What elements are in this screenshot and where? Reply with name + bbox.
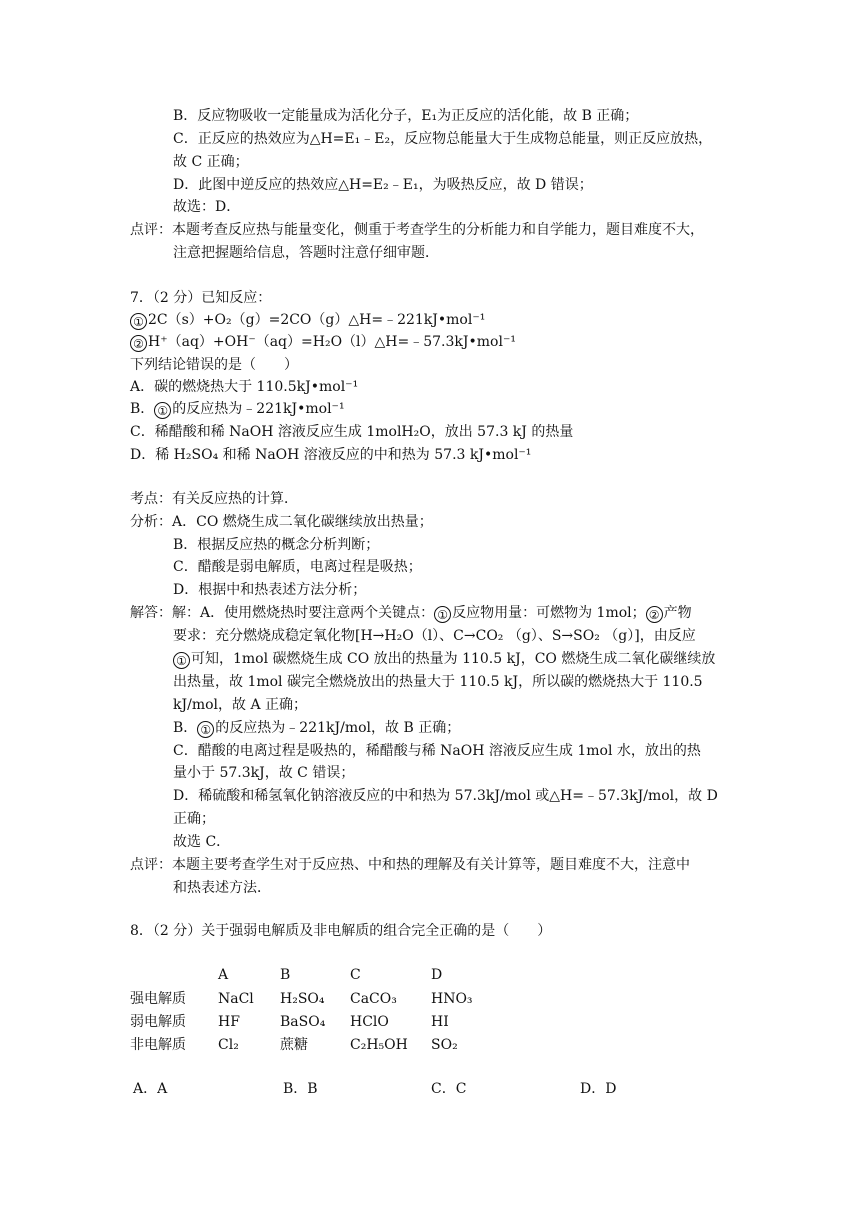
table-cell: BaSO₄ xyxy=(280,1014,326,1030)
q7-solution-line2: 要求：充分燃烧成稳定氧化物[H→H₂O（l）、C→CO₂ （g）、S→SO₂ （g）]，由反应 xyxy=(173,628,696,644)
q8-option-c: C．C xyxy=(431,1081,467,1097)
circled-2-marker: ② xyxy=(646,606,663,623)
q7-solution-line1-a: 解答：解：A．使用燃烧热时要注意两个关键点： xyxy=(130,605,435,621)
table-row-label: 强电解质 xyxy=(130,991,186,1007)
q7-solution-line7: C．醋酸的电离过程是吸热的，稀醋酸与稀 NaOH 溶液反应生成 1mol 水，放出的热 xyxy=(173,743,701,759)
table-cell: HNO₃ xyxy=(431,991,473,1007)
table-cell: HF xyxy=(218,1014,240,1030)
table-cell: Cl₂ xyxy=(218,1037,239,1053)
table-cell: SO₂ xyxy=(431,1037,458,1053)
table-cell: CaCO₃ xyxy=(350,991,397,1007)
q7-solution-line5: kJ/mol，故 A 正确； xyxy=(173,697,308,713)
table-cell: H₂SO₄ xyxy=(280,991,325,1007)
q7-solution-line1 xyxy=(130,604,692,623)
comment-line1: 点评：本题考查反应热与能量变化，侧重于考查学生的分析能力和自学能力，题目难度不大， xyxy=(130,222,704,238)
q7-analysis-a: 分析：A．CO 燃烧生成二氧化碳继续放出热量； xyxy=(130,514,433,530)
q7-solution-line11: 故选 C． xyxy=(173,834,231,850)
table-header-b: B xyxy=(280,967,291,983)
q7-solution-line6 xyxy=(173,719,460,738)
table-row-label: 弱电解质 xyxy=(130,1014,186,1030)
circled-1-marker: ① xyxy=(154,402,171,419)
table-header-d: D xyxy=(431,967,443,983)
q7-point: 考点：有关反应热的计算． xyxy=(130,491,298,507)
circled-1-marker: ① xyxy=(130,313,147,330)
circled-1-marker: ① xyxy=(434,606,451,623)
q7-solution-line6-text: 的反应热为﹣221kJ/mol，故 B 正确； xyxy=(215,720,461,736)
q7-solution-line4: 出热量，故 1mol 碳完全燃烧放出的热量大于 110.5 kJ，所以碳的燃烧热大于 110.5 xyxy=(173,674,703,690)
table-cell: HClO xyxy=(350,1014,389,1030)
q7-stem: 7．（2 分）已知反应： xyxy=(130,290,272,306)
table-cell: C₂H₅OH xyxy=(350,1037,408,1053)
analysis-c-line1: C．正反应的热效应为△H=E₁﹣E₂，反应物总能量大于生成物总能量，则正反应放热， xyxy=(173,131,713,147)
table-cell: 蔗糖 xyxy=(280,1037,308,1053)
q7-option-d: D．稀 H₂SO₄ 和稀 NaOH 溶液反应的中和热为 57.3 kJ•mol⁻¹ xyxy=(130,447,532,463)
q7-option-a: A．碳的燃烧热大于 110.5kJ•mol⁻¹ xyxy=(130,379,359,395)
q7-eq2 xyxy=(130,333,516,352)
q7-solution-line1-c: 产物 xyxy=(663,605,692,621)
q8-option-a: A．A xyxy=(133,1081,168,1097)
q7-solution-line9: D．稀硫酸和稀氢氧化钠溶液反应的中和热为 57.3kJ/mol 或△H=﹣57.3kJ/mol，故 D xyxy=(173,788,718,804)
q7-solution-line3 xyxy=(173,650,715,669)
q8-stem: 8．（2 分）关于强弱电解质及非电解质的组合完全正确的是（ ） xyxy=(130,923,552,939)
q7-option-b xyxy=(130,400,345,419)
q7-solution-line3-text: 可知，1mol 碳燃烧生成 CO 放出的热量为 110.5 kJ，CO 燃烧生成二氧化碳继续放 xyxy=(191,651,716,667)
q7-analysis-d: D．根据中和热表述方法分析； xyxy=(173,582,367,598)
q8-option-b: B．B xyxy=(283,1081,318,1097)
q7-eq1-text: 2C（s）+O₂（g）=2CO（g）△H=﹣221kJ•mol⁻¹ xyxy=(148,312,486,328)
answer-choice: 故选：D． xyxy=(173,199,241,215)
q7-option-b-text: 的反应热为﹣221kJ•mol⁻¹ xyxy=(172,401,345,417)
q7-analysis-b: B．根据反应热的概念分析判断； xyxy=(173,537,380,553)
q7-solution-line6-label: B． xyxy=(173,720,198,736)
table-cell: NaCl xyxy=(218,991,254,1007)
q7-solution-line8: 量小于 57.3kJ，故 C 错误； xyxy=(173,765,355,781)
circled-1-marker: ① xyxy=(197,721,214,738)
q7-eq1 xyxy=(130,311,485,330)
table-row-label: 非电解质 xyxy=(130,1037,186,1053)
table-header-a: A xyxy=(218,967,229,983)
q7-ask: 下列结论错误的是（ ） xyxy=(130,357,298,373)
q8-option-d: D．D xyxy=(580,1081,617,1097)
table-header-c: C xyxy=(350,967,361,983)
q7-solution-line10: 正确； xyxy=(173,811,215,827)
circled-2-marker: ② xyxy=(130,335,147,352)
comment-line2: 注意把握题给信息，答题时注意仔细审题． xyxy=(173,245,439,261)
circled-1-marker: ① xyxy=(173,652,190,669)
q7-option-b-label: B． xyxy=(130,401,155,417)
q7-option-c: C．稀醋酸和稀 NaOH 溶液反应生成 1molH₂O，放出 57.3 kJ 的热量 xyxy=(130,424,574,440)
q7-analysis-c: C．醋酸是弱电解质，电离过程是吸热； xyxy=(173,559,422,575)
q7-eq2-text: H⁺（aq）+OH⁻（aq）=H₂O（l）△H=﹣57.3kJ•mol⁻¹ xyxy=(148,334,516,350)
q7-comment-line1: 点评：本题主要考查学生对于反应热、中和热的理解及有关计算等，题目难度不大，注意中 xyxy=(130,857,690,873)
analysis-d: D．此图中逆反应的热效应△H=E₂﹣E₁，为吸热反应，故 D 错误； xyxy=(173,177,593,193)
table-cell: HI xyxy=(431,1014,449,1030)
q7-solution-line1-b: 反应物用量：可燃物为 1mol； xyxy=(452,605,646,621)
analysis-b: B．反应物吸收一定能量成为活化分子，E₁为正反应的活化能，故 B 正确； xyxy=(173,108,639,124)
analysis-c-line2: 故 C 正确； xyxy=(173,154,249,170)
q7-comment-line2: 和热表述方法． xyxy=(173,880,271,896)
